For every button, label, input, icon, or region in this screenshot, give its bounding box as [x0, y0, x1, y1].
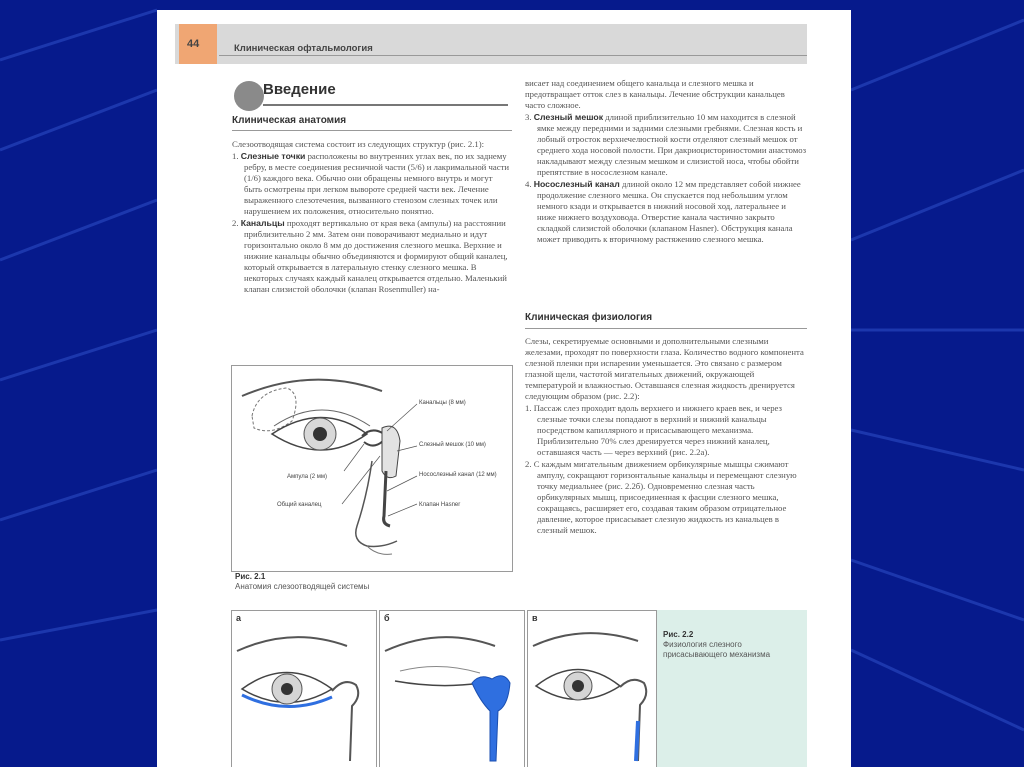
panel-label: б: [384, 613, 390, 623]
anatomy-item: [232, 218, 510, 295]
item-text: С каждым мигательным движением орбикулярные мышцы сжимают ампулу, сокращают горизонтальные канальцы и перемещают слезную точку медиальнее (рис. 2.2б). Одновременно слезная часть орбикулярных мышц, присоединенная к фасции слезного мешка, сокращаясь, расширяет его, создавая таким образом отрицательное давление, которое присасывает слезную жидкость из канальцев в слезный мешок.: [533, 459, 797, 535]
figure-2-2-caption-box: [657, 610, 807, 767]
item-term: Канальцы: [240, 218, 285, 228]
figure-2-1-caption: [235, 572, 435, 592]
anatomy-text: [232, 139, 510, 296]
eye-illustration: [232, 611, 376, 767]
label-canaliculi: Канальцы (8 мм): [419, 400, 466, 406]
anatomy-item: [525, 179, 807, 245]
item-number: 2.: [525, 459, 532, 469]
header-rule: [219, 55, 807, 56]
item-number: 1.: [525, 403, 532, 413]
item-term: Слезный мешок: [533, 112, 604, 122]
panel-label: а: [236, 613, 242, 623]
physiology-item: [525, 403, 807, 458]
figure-2-2-caption: [663, 630, 801, 660]
label-duct: Носослезный канал (12 мм): [419, 472, 497, 478]
eye-illustration: [380, 611, 524, 767]
item-term: Носослезный канал: [533, 179, 620, 189]
physiology-intro: Слезы, секретируемые основными и дополнительными слезными железами, проходят по поверхности глаза. Количество водного компонента слезной пленки при испарении уменьшается. Это связано с размером глазной щели, частотой мигательных движений, окружающей температурой и влажностью. Оставшаяся слезная жидкость дренируется следующим образом (рис. 2.2):: [525, 336, 804, 401]
label-ampulla: Ампула (2 мм): [287, 474, 327, 480]
page-number: 44: [187, 38, 200, 50]
figure-2-2-panel-c: [527, 610, 657, 767]
running-title: Клиническая офтальмология: [234, 43, 373, 54]
anatomy-heading: Клиническая анатомия: [232, 115, 347, 126]
section-bullet-icon: [234, 81, 264, 111]
caption-number: Рис. 2.1: [235, 572, 266, 581]
eye-illustration: [528, 611, 656, 767]
label-sac: Слезный мешок (10 мм): [419, 442, 486, 448]
section-title-rule: [263, 104, 508, 106]
lacrimal-anatomy-illustration: [232, 366, 512, 571]
item-text: расположены во внутренних углах век, по их заднему ребру, в месте соединения ресничной части (5/6) и лакримальной части (1/6) каждого века. Обычно они обращены немного внутрь и могут быть осмотрены при легком вывороте средней части век. Лечение выраженного слезотечения, вызванного стенозом слезных точек или нарушением их положения, относительно понятно.: [244, 151, 510, 216]
item-number: 1.: [232, 151, 239, 161]
caption-text: Анатомия слезоотводящей системы: [235, 582, 370, 591]
item-term: Слезные точки: [240, 151, 306, 161]
anatomy-continued: [525, 78, 807, 246]
figure-2-2-panel-a: [231, 610, 377, 767]
book-page: [157, 10, 851, 767]
item-number: 2.: [232, 218, 239, 228]
item-text: длиной около 12 мм представляет собой нижнее продолжение слезного мешка. Он спускается под небольшим углом немного кзади и открывается в нижний носовой ход, латеральнее и ниже нижнего воздуховода. Отверстие канала частично закрыто складкой слизистой оболочки (клапаном Hasner). Обструкция канала может приводить к вторичному растяжению слезного мешка.: [537, 179, 801, 244]
section-title: Введение: [263, 81, 336, 98]
figure-2-2-panel-b: [379, 610, 525, 767]
physiology-rule: [525, 328, 807, 329]
label-hasner-valve: Клапан Hasner: [419, 502, 461, 508]
item-number: 4.: [525, 179, 532, 189]
item-text: проходят вертикально от края века (ампулы) на расстоянии приблизительно 2 мм. Затем они поворачивают медиально и идут горизонтально около 8 мм до достижения слезного мешка. Верхние и нижние канальцы обычно объединяются и формируют общий каналец, который открывается в латеральную стенку слезного мешка. В некоторых случаях каждый каналец открывается отдельно. Маленький клапан слизистой оболочки (клапан Rosenmuller) на-: [244, 218, 508, 294]
physiology-item: [525, 459, 807, 536]
caption-text: Физиология слезного присасывающего механизма: [663, 640, 771, 659]
continuation-text: висает над соединением общего канальца и слезного мешка и предотвращает отток слез в канальцы. Лечение обструкции канальцев часто сложное.: [525, 78, 785, 110]
physiology-text: [525, 336, 807, 537]
anatomy-intro: Слезоотводящая система состоит из следующих структур (рис. 2.1):: [232, 139, 485, 149]
panel-label: в: [532, 613, 538, 623]
figure-2-1: [231, 365, 513, 572]
item-text: Пассаж слез проходит вдоль верхнего и нижнего краев век, и через слезные точки слезы попадают в верхний и нижний канальцы посредством капиллярного и присасывающего механизма. Приблизительно 70% слез дренируется через нижний каналец, оставшаяся часть — через верхний (рис. 2.2а).: [533, 403, 782, 457]
item-text: длиной приблизительно 10 мм находится в слезной ямке между передними и задними слезными гребнями. Слезная кость и лобный отросток верхнечелюстной кости отделяют слезный мешок от среднего хода носовой полости. При дакриоцисториностомии анастомоз накладывают между слезным мешком и слизистой носа, чтобы обойти препятствие в носослезном канале.: [537, 112, 807, 177]
label-common-canaliculus: Общий каналец: [277, 502, 322, 508]
anatomy-item: [232, 151, 510, 217]
caption-number: Рис. 2.2: [663, 630, 694, 639]
item-number: 3.: [525, 112, 532, 122]
anatomy-item: [525, 112, 807, 178]
physiology-heading: Клиническая физиология: [525, 312, 653, 323]
anatomy-rule: [232, 130, 512, 131]
